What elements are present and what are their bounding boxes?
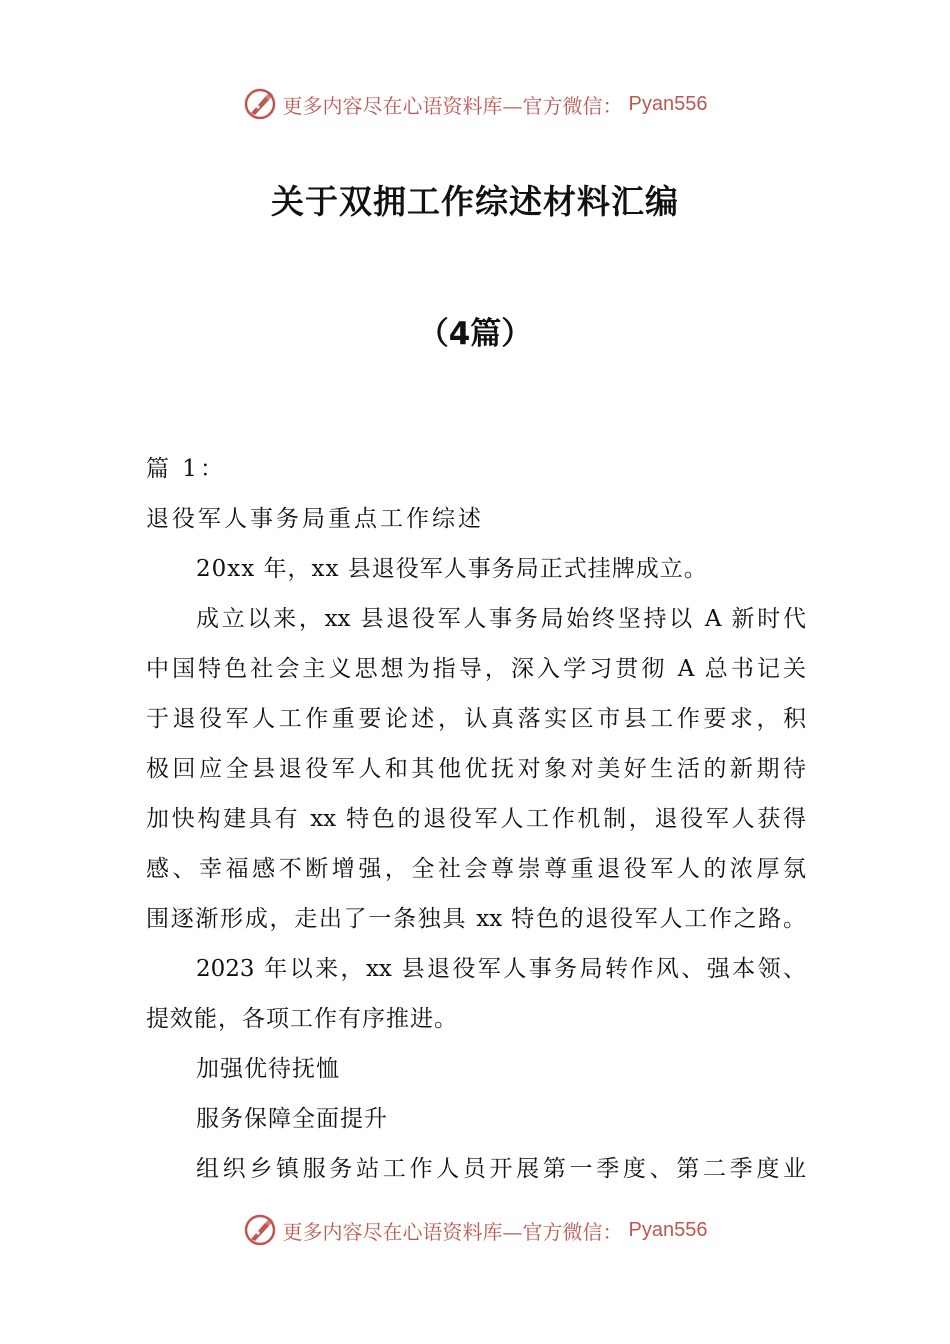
paragraph-line: 组织乡镇服务站工作人员开展第一季度、第二季度业: [196, 1156, 806, 1182]
subheading: 服务保障全面提升: [196, 1106, 388, 1132]
paragraph-line: 提效能，各项工作有序推进。: [146, 1006, 458, 1032]
promo-text: 更多内容尽在心语资料库—官方微信：: [282, 93, 623, 118]
wechat-id: Pyan556: [628, 1218, 708, 1241]
pen-nib-logo-icon: [243, 87, 277, 121]
paragraph-line: 加快构建具有 xx 特色的退役军人工作机制，退役军人获得: [146, 806, 806, 832]
promo-text: 更多内容尽在心语资料库—官方微信：: [282, 1219, 623, 1244]
paragraph-line: 感、幸福感不断增强，全社会尊崇尊重退役军人的浓厚氛: [146, 856, 806, 882]
pen-nib-logo-icon: [243, 1213, 277, 1247]
paragraph-line: 于退役军人工作重要论述，认真落实区市县工作要求，积: [146, 706, 806, 732]
paragraph-line: 2023 年以来，xx 县退役军人事务局转作风、强本领、: [196, 956, 806, 982]
footer-watermark: [0, 1210, 950, 1250]
document-body: [146, 444, 806, 1194]
section-heading: 篇 1：: [146, 456, 226, 482]
paragraph-line: 极回应全县退役军人和其他优抚对象对美好生活的新期待: [146, 756, 806, 782]
paragraph-line: 中国特色社会主义思想为指导，深入学习贯彻 A 总书记关: [146, 656, 806, 682]
paragraph-line: 成立以来，xx 县退役军人事务局始终坚持以 A 新时代: [196, 606, 806, 632]
document-subtitle: （4篇）: [417, 316, 533, 352]
paragraph-line: 围逐渐形成，走出了一条独具 xx 特色的退役军人工作之路。: [146, 906, 806, 932]
subheading: 加强优待抚恤: [196, 1056, 340, 1082]
header-watermark: [0, 84, 950, 124]
paragraph-line: 20xx 年，xx 县退役军人事务局正式挂牌成立。: [196, 556, 708, 582]
article-heading: 退役军人事务局重点工作综述: [146, 506, 484, 532]
document-title: 关于双拥工作综述材料汇编: [271, 182, 679, 221]
wechat-id: Pyan556: [628, 92, 708, 115]
